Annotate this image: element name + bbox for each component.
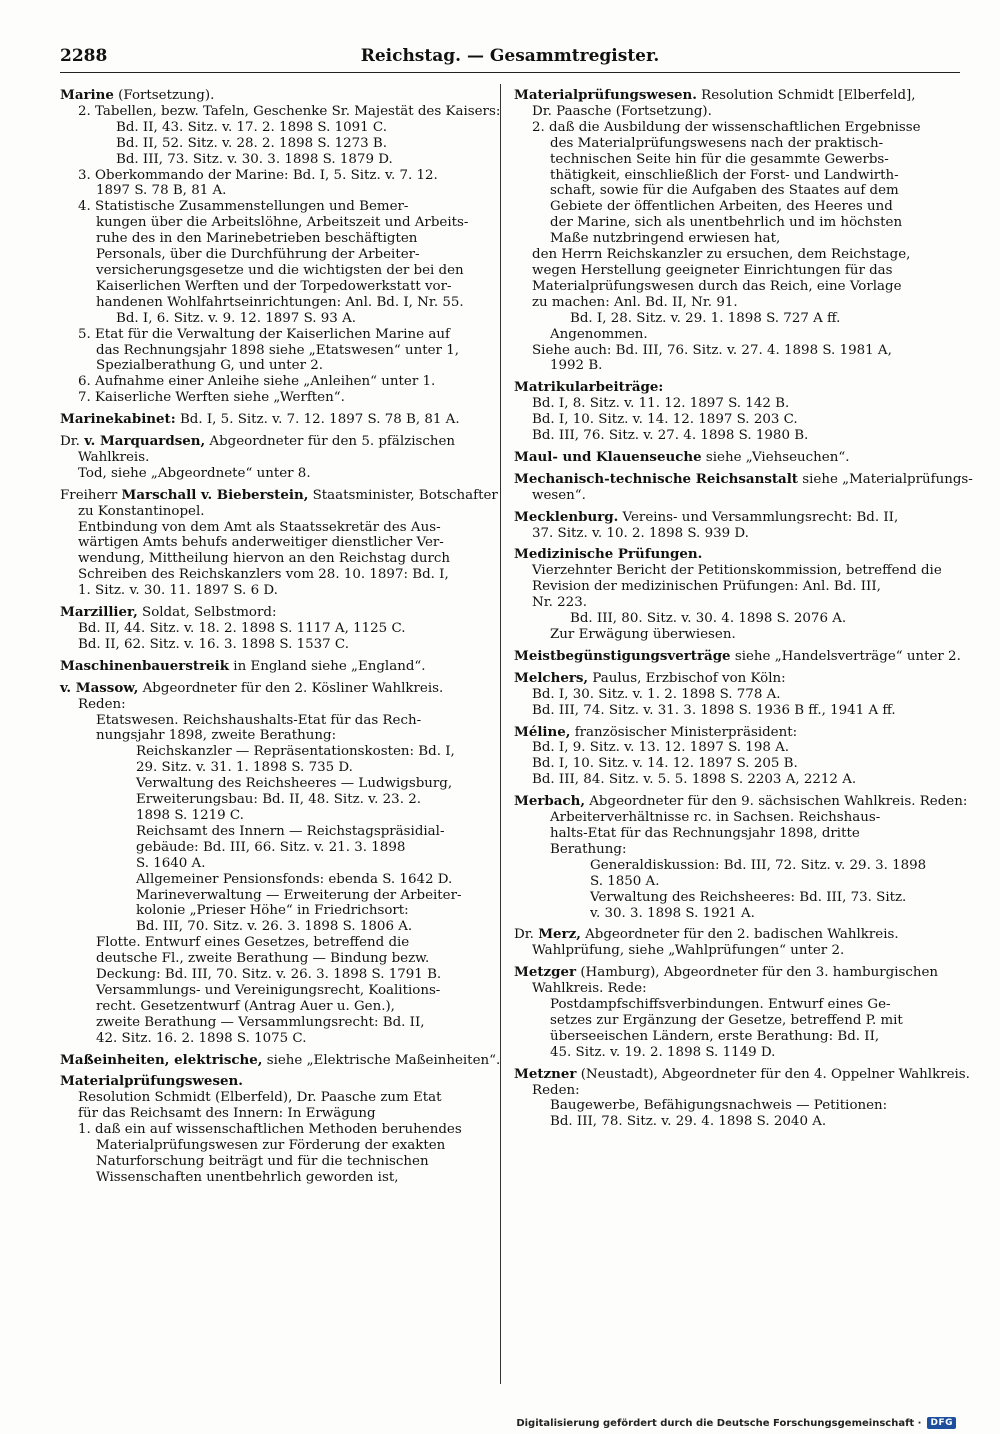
entry-headline bbox=[514, 1065, 970, 1083]
entry-text: Resolution Schmidt [Elberfeld], bbox=[696, 88, 916, 103]
index-entry bbox=[60, 412, 484, 428]
entry-keyword: Mecklenburg. bbox=[514, 508, 619, 525]
entry-line: Bd. III, 78. Sitz. v. 29. 4. 1898 S. 2040 A. bbox=[550, 1114, 827, 1130]
entry-line: halts-Etat für das Rechnungsjahr 1898, dritte bbox=[550, 825, 860, 841]
entry-line: das Rechnungsjahr 1898 siehe „Etatswesen“ unter 1, bbox=[96, 342, 459, 358]
entry-keyword: v. Massow, bbox=[60, 679, 139, 696]
entry-keyword: v. Marquardsen, bbox=[84, 433, 206, 450]
entry-line: ruhe des in den Marinebetrieben beschäftigten bbox=[96, 231, 418, 247]
index-entry bbox=[514, 793, 968, 921]
entry-headline bbox=[60, 605, 484, 621]
entry-line: 1898 S. 1219 C. bbox=[136, 807, 244, 823]
entry-line: kolonie „Prieser Höhe“ in Friedrichsort: bbox=[136, 903, 409, 919]
entry-line: 1. Sitz. v. 30. 11. 1897 S. 6 D. bbox=[78, 583, 278, 599]
index-entry bbox=[514, 450, 938, 466]
entry-prefix: Dr. bbox=[60, 434, 85, 450]
entry-line: thätigkeit, einschließlich der Forst- und Landwirth- bbox=[550, 167, 899, 183]
index-entry bbox=[60, 1074, 484, 1185]
entry-keyword: Marschall v. Bieberstein, bbox=[121, 486, 309, 503]
entry-line: Erweiterungsbau: Bd. II, 48. Sitz. v. 23. 2. bbox=[136, 792, 421, 808]
entry-line: den Herrn Reichskanzler zu ersuchen, dem Reichstage, bbox=[532, 247, 911, 263]
index-entry bbox=[514, 725, 938, 789]
entry-headline bbox=[514, 547, 938, 563]
entry-line: Zur Erwägung überwiesen. bbox=[550, 627, 736, 642]
entry-line: Wahlprüfung, siehe „Wahlprüfungen“ unter 2. bbox=[532, 943, 845, 959]
entry-text: Abgeordneter für den 9. sächsischen Wahlkreis. Reden: bbox=[585, 794, 968, 810]
entry-line: der Marine, sich als unentbehrlich und im höchsten bbox=[550, 215, 903, 231]
entry-line: Bd. III, 74. Sitz. v. 31. 3. 1898 S. 1936 B ff., 1941 A ff. bbox=[532, 702, 896, 718]
entry-line: Bd. II, 52. Sitz. v. 28. 2. 1898 S. 1273 B. bbox=[116, 135, 388, 151]
entry-line: Reichsamt des Innern — Reichstagspräsidial- bbox=[136, 823, 445, 839]
entry-text: Bd. I, 5. Sitz. v. 7. 12. 1897 S. 78 B, 81 A. bbox=[175, 412, 460, 428]
entry-line: Marineverwaltung — Erweiterung der Arbeiter- bbox=[136, 887, 462, 903]
entry-line: Bd. III, 70. Sitz. v. 26. 3. 1898 S. 1806 A. bbox=[136, 919, 413, 935]
index-entry bbox=[60, 681, 484, 1047]
left-column bbox=[60, 87, 501, 1192]
entry-line: Baugewerbe, Befähigungsnachweis — Petitionen: bbox=[550, 1098, 888, 1114]
entry-headline bbox=[514, 380, 938, 396]
footer-text: Digitalisierung gefördert durch die Deutsche Forschungsgemeinschaft · bbox=[516, 1417, 922, 1429]
entry-line: Gebiete der öffentlichen Arbeiten, des Heeres und bbox=[550, 199, 893, 215]
entry-line: Resolution Schmidt (Elberfeld), Dr. Paasche zum Etat bbox=[78, 1090, 442, 1106]
entry-line: Reden: bbox=[78, 696, 126, 712]
entry-line: deutsche Fl., zweite Berathung — Bindung bezw. bbox=[96, 951, 430, 967]
entry-text: siehe „Handelsverträge“ unter 2. bbox=[730, 648, 961, 664]
entry-line: recht. Gesetzentwurf (Antrag Auer u. Gen.), bbox=[96, 998, 395, 1014]
entry-line: Vierzehnter Bericht der Petitionskommission, betreffend die bbox=[532, 563, 942, 579]
entry-line: 45. Sitz. v. 19. 2. 1898 S. 1149 D. bbox=[550, 1044, 776, 1060]
index-entry bbox=[60, 486, 498, 599]
entry-headline bbox=[514, 510, 938, 526]
entry-keyword: Meistbegünstigungsverträge bbox=[514, 647, 731, 664]
entry-text: Abgeordneter für den 5. pfälzischen bbox=[205, 434, 456, 450]
entry-line: überseeischen Ländern, erste Berathung: Bd. II, bbox=[550, 1028, 880, 1044]
entry-headline bbox=[514, 88, 938, 104]
entry-line: Bd. III, 84. Sitz. v. 5. 5. 1898 S. 2203 A, 2212 A. bbox=[532, 772, 857, 788]
entry-line: 7. Kaiserliche Werften siehe „Werften“. bbox=[78, 390, 345, 406]
entry-line: 4. Statistische Zusammenstellungen und Bemer- bbox=[78, 199, 409, 215]
entry-text: siehe „Elektrische Maßeinheiten“. bbox=[262, 1052, 501, 1068]
index-entry bbox=[514, 965, 938, 1060]
entry-headline bbox=[514, 793, 968, 810]
entry-line: Kaiserlichen Werften und der Torpedowerkstatt vor- bbox=[96, 278, 452, 294]
index-entry bbox=[514, 671, 938, 719]
entry-line: 1992 B. bbox=[550, 358, 603, 374]
entry-headline bbox=[60, 681, 484, 697]
entry-text: (Hamburg), Abgeordneter für den 3. hamburgischen bbox=[576, 965, 939, 981]
entry-headline bbox=[514, 470, 973, 488]
entry-headline bbox=[514, 927, 938, 943]
dfg-logo: DFG bbox=[927, 1417, 956, 1429]
index-entry bbox=[514, 1065, 970, 1131]
entry-keyword: Materialprüfungswesen. bbox=[60, 1073, 243, 1090]
index-entry bbox=[514, 647, 961, 665]
entry-line: Bd. II, 43. Sitz. v. 17. 2. 1898 S. 1091 C. bbox=[116, 119, 387, 135]
entry-line: Bd. I, 10. Sitz. v. 14. 12. 1897 S. 205 B. bbox=[532, 756, 798, 772]
entry-line: Wissenschaften unentbehrlich geworden ist, bbox=[96, 1169, 399, 1185]
entry-headline bbox=[514, 671, 938, 687]
entry-line: zu machen: Anl. Bd. II, Nr. 91. bbox=[532, 294, 738, 310]
entry-line: wendung, Mittheilung hiervon an den Reichstag durch bbox=[78, 551, 451, 567]
entry-line: Tod, siehe „Abgeordnete“ unter 8. bbox=[78, 465, 311, 481]
entry-text: Staatsminister, Botschafter bbox=[308, 487, 498, 503]
entry-keyword: Maßeinheiten, elektrische, bbox=[60, 1051, 263, 1068]
entry-keyword: Medizinische Prüfungen. bbox=[514, 546, 703, 563]
entry-line: handenen Wohlfahrtseinrichtungen: Anl. Bd. I, Nr. 55. bbox=[96, 294, 464, 310]
entry-line: Bd. I, 30. Sitz. v. 1. 2. 1898 S. 778 A. bbox=[532, 686, 781, 702]
entry-line: Postdampfschiffsverbindungen. Entwurf eines Ge- bbox=[550, 997, 891, 1013]
entry-line: 3. Oberkommando der Marine: Bd. I, 5. Sitz. v. 7. 12. bbox=[78, 167, 438, 183]
entry-headline bbox=[60, 412, 484, 428]
entry-line: kungen über die Arbeitslöhne, Arbeitszeit und Arbeits- bbox=[96, 215, 469, 231]
entry-line: Bd. II, 44. Sitz. v. 18. 2. 1898 S. 1117 A, 1125 C. bbox=[78, 621, 406, 636]
entry-line: Bd. I, 8. Sitz. v. 11. 12. 1897 S. 142 B. bbox=[532, 396, 790, 412]
entry-line: Entbindung von dem Amt als Staatssekretär des Aus- bbox=[78, 519, 441, 535]
entry-line: Verwaltung des Reichsheeres: Bd. III, 73. Sitz. bbox=[590, 889, 907, 905]
entry-line: setzes zur Ergänzung der Gesetze, betreffend P. mit bbox=[550, 1012, 903, 1028]
entry-line: 2. daß die Ausbildung der wissenschaftlichen Ergebnisse bbox=[532, 119, 921, 135]
entry-line: Versammlungs- und Vereinigungsrecht, Koalitions- bbox=[96, 982, 441, 998]
entry-line: Siehe auch: Bd. III, 76. Sitz. v. 27. 4. 1898 S. 1981 A, bbox=[532, 342, 892, 358]
entry-headline bbox=[60, 434, 484, 450]
entry-line: Bd. I, 6. Sitz. v. 9. 12. 1897 S. 93 A. bbox=[116, 310, 357, 326]
entry-line: Reichskanzler — Repräsentationskosten: Bd. I, bbox=[136, 744, 455, 760]
index-entry bbox=[514, 88, 938, 374]
entry-headline bbox=[514, 647, 961, 665]
index-entry bbox=[60, 605, 484, 653]
entry-keyword: Matrikularbeiträge: bbox=[514, 379, 664, 396]
entry-line: wegen Herstellung geeigneter Einrichtungen für das bbox=[532, 262, 893, 278]
entry-line: nungsjahr 1898, zweite Berathung: bbox=[96, 728, 337, 744]
entry-line: Personals, über die Durchführung der Arbeiter- bbox=[96, 247, 420, 263]
index-entry bbox=[60, 659, 484, 675]
entry-line: Revision der medizinischen Prüfungen: Anl. Bd. III, bbox=[532, 579, 881, 595]
page-number: 2288 bbox=[60, 46, 108, 66]
entry-line: 37. Sitz. v. 10. 2. 1898 S. 939 D. bbox=[532, 525, 749, 541]
entry-line: Bd. III, 76. Sitz. v. 27. 4. 1898 S. 1980 B. bbox=[532, 428, 809, 444]
entry-headline bbox=[60, 1074, 484, 1090]
index-entry bbox=[514, 927, 938, 959]
entry-line: 5. Etat für die Verwaltung der Kaiserlichen Marine auf bbox=[78, 326, 450, 342]
entry-prefix: Freiherr bbox=[60, 487, 122, 503]
entry-line: Angenommen. bbox=[550, 326, 648, 342]
entry-line: Schreiben des Reichskanzlers vom 28. 10. 1897: Bd. I, bbox=[78, 567, 449, 583]
entry-line: schaft, sowie für die Aufgaben des Staates auf dem bbox=[550, 183, 899, 199]
footer bbox=[516, 1416, 956, 1430]
entry-headline bbox=[60, 486, 498, 504]
entry-line: S. 1850 A. bbox=[590, 873, 660, 889]
entry-text: siehe „Materialprüfungs- bbox=[798, 471, 973, 487]
entry-keyword: Méline, bbox=[514, 723, 571, 740]
entry-line: Bd. II, 62. Sitz. v. 16. 3. 1898 S. 1537 C. bbox=[78, 636, 349, 652]
entry-line: Verwaltung des Reichsheeres — Ludwigsburg, bbox=[136, 776, 453, 792]
entry-text: Paulus, Erzbischof von Köln: bbox=[588, 670, 786, 686]
entry-line: wesen“. bbox=[532, 487, 586, 503]
entry-line: Etatswesen. Reichshaushalts-Etat für das Rech- bbox=[96, 712, 422, 728]
entry-line: Generaldiskussion: Bd. III, 72. Sitz. v. 29. 3. 1898 bbox=[590, 857, 927, 873]
entry-line: Bd. III, 73. Sitz. v. 30. 3. 1898 S. 1879 D. bbox=[116, 151, 393, 167]
page-header bbox=[60, 44, 960, 73]
entry-line: Bd. I, 10. Sitz. v. 14. 12. 1897 S. 203 C. bbox=[532, 412, 798, 428]
entry-text: französischer Ministerpräsident: bbox=[570, 724, 798, 740]
entry-line: 2. Tabellen, bezw. Tafeln, Geschenke Sr. Majestät des Kaisers: bbox=[78, 103, 501, 119]
entry-line: 1897 S. 78 B, 81 A. bbox=[96, 183, 227, 199]
entry-line: zweite Berathung — Versammlungsrecht: Bd. II, bbox=[96, 1014, 425, 1030]
index-entry bbox=[60, 434, 484, 482]
entry-line: Reden: bbox=[532, 1082, 580, 1098]
entry-headline bbox=[60, 88, 484, 104]
index-entry bbox=[514, 470, 973, 504]
entry-line: 29. Sitz. v. 31. 1. 1898 S. 735 D. bbox=[136, 760, 353, 776]
entry-headline bbox=[60, 659, 484, 675]
entry-line: v. 30. 3. 1898 S. 1921 A. bbox=[590, 905, 755, 921]
entry-line: Bd. III, 80. Sitz. v. 30. 4. 1898 S. 2076 A. bbox=[570, 611, 847, 627]
entry-line: Wahlkreis. Rede: bbox=[532, 981, 647, 997]
entry-line: S. 1640 A. bbox=[136, 855, 206, 871]
entry-headline bbox=[514, 725, 938, 741]
entry-line: technischen Seite hin für die gesammte Gewerbs- bbox=[550, 151, 889, 167]
entry-line: Bd. I, 28. Sitz. v. 29. 1. 1898 S. 727 A ff. bbox=[570, 310, 841, 326]
page-title: Reichstag. — Gesammtregister. bbox=[360, 46, 660, 66]
entry-text: Abgeordneter für den 2. badischen Wahlkreis. bbox=[580, 927, 899, 943]
entry-line: Spezialberathung G, und unter 2. bbox=[96, 358, 324, 374]
entry-keyword: Marinekabinet: bbox=[60, 411, 176, 428]
entry-keyword: Melchers, bbox=[514, 669, 589, 686]
entry-text: (Neustadt), Abgeordneter für den 4. Oppelner Wahlkreis. bbox=[576, 1066, 970, 1082]
index-entry bbox=[60, 87, 501, 406]
entry-text: Vereins- und Versammlungsrecht: Bd. II, bbox=[618, 509, 899, 525]
entry-keyword: Maschinenbauerstreik bbox=[60, 657, 230, 674]
entry-text: siehe „Viehseuchen“. bbox=[701, 449, 850, 465]
entry-line: Nr. 223. bbox=[532, 595, 587, 611]
entry-line: Berathung: bbox=[550, 841, 627, 857]
entry-keyword: Materialprüfungswesen. bbox=[514, 87, 697, 103]
index-entry bbox=[514, 546, 942, 642]
entry-line: zu Konstantinopel. bbox=[78, 503, 205, 519]
entry-line: für das Reichsamt des Innern: In Erwägung bbox=[78, 1106, 376, 1122]
entry-line: Bd. I, 9. Sitz. v. 13. 12. 1897 S. 198 A. bbox=[532, 740, 790, 756]
entry-line: Flotte. Entwurf eines Gesetzes, betreffend die bbox=[96, 935, 410, 951]
entry-line: des Materialprüfungswesens nach der praktisch- bbox=[550, 135, 884, 151]
entry-text: (Fortsetzung). bbox=[113, 88, 215, 103]
entry-headline bbox=[514, 450, 938, 466]
entry-line: 42. Sitz. 16. 2. 1898 S. 1075 C. bbox=[96, 1030, 307, 1046]
right-column bbox=[514, 87, 973, 1136]
entry-line: Wahlkreis. bbox=[78, 449, 150, 465]
entry-headline bbox=[60, 1051, 501, 1069]
entry-keyword: Marzillier, bbox=[60, 604, 138, 621]
entry-prefix: Dr. bbox=[514, 927, 539, 943]
entry-line: versicherungsgesetze und die wichtigsten der bei den bbox=[96, 262, 464, 278]
entry-line: Maße nutzbringend erwiesen hat, bbox=[550, 231, 781, 247]
entry-line: Allgemeiner Pensionsfonds: ebenda S. 1642 D. bbox=[136, 871, 453, 887]
entry-line: 1. daß ein auf wissenschaftlichen Methoden beruhendes bbox=[78, 1122, 462, 1138]
column-divider bbox=[500, 84, 501, 1384]
entry-line: Dr. Paasche (Fortsetzung). bbox=[532, 103, 712, 119]
entry-keyword: Metzger bbox=[514, 964, 577, 981]
entry-headline bbox=[514, 965, 938, 981]
entry-keyword: Metzner bbox=[514, 1065, 577, 1082]
entry-line: gebäude: Bd. III, 66. Sitz. v. 21. 3. 1898 bbox=[136, 839, 406, 855]
entry-keyword: Marine bbox=[60, 87, 114, 103]
index-entry bbox=[60, 1051, 501, 1069]
entry-text: in England siehe „England“. bbox=[229, 658, 426, 674]
entry-line: Naturforschung beiträgt und für die technischen bbox=[96, 1154, 429, 1169]
entry-line: wärtigen Amts behufs anderweitiger dienstlicher Ver- bbox=[78, 535, 444, 551]
entry-keyword: Mechanisch-technische Reichsanstalt bbox=[514, 470, 798, 487]
index-entry bbox=[514, 510, 938, 542]
entry-keyword: Merbach, bbox=[514, 793, 585, 810]
index-entry bbox=[514, 380, 938, 444]
entry-line: Materialprüfungswesen durch das Reich, eine Vorlage bbox=[532, 278, 902, 294]
entry-line: Arbeiterverhältnisse rc. in Sachsen. Reichshaus- bbox=[550, 810, 881, 826]
entry-text: Soldat, Selbstmord: bbox=[137, 605, 277, 621]
entry-line: 6. Aufnahme einer Anleihe siehe „Anleihen“ unter 1. bbox=[78, 374, 436, 390]
entry-line: Deckung: Bd. III, 70. Sitz. v. 26. 3. 1898 S. 1791 B. bbox=[96, 967, 442, 983]
entry-keyword: Merz, bbox=[538, 926, 581, 943]
entry-text: Abgeordneter für den 2. Kösliner Wahlkreis. bbox=[138, 680, 444, 696]
entry-line: Materialprüfungswesen zur Förderung der exakten bbox=[96, 1138, 446, 1154]
entry-keyword: Maul- und Klauenseuche bbox=[514, 448, 702, 465]
